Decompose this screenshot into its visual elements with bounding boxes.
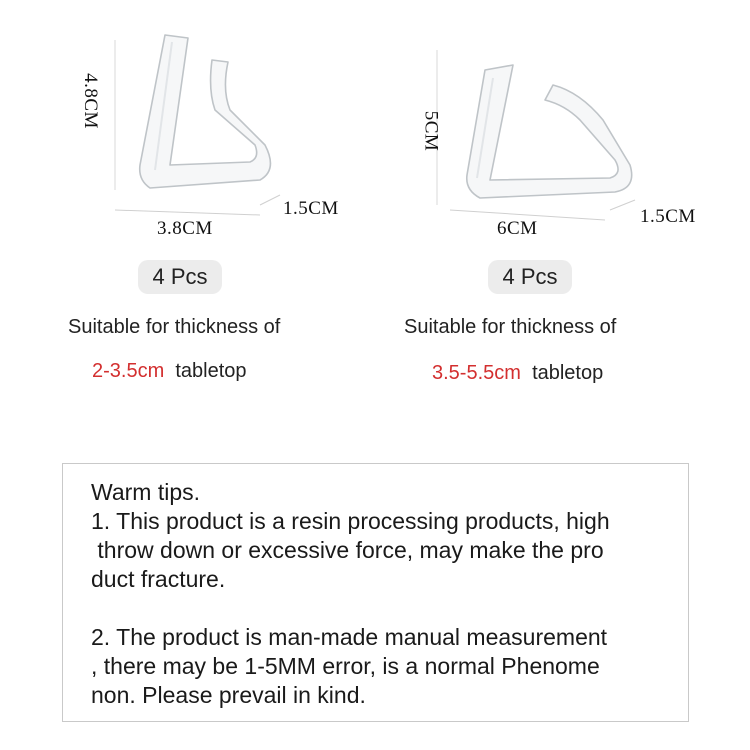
width-label-1: 3.8CM	[157, 218, 213, 239]
depth-label-1: 1.5CM	[283, 198, 339, 219]
tip-1-line-1: 1. This product is a resin processing products, high	[91, 508, 610, 534]
depth-label-2: 1.5CM	[640, 206, 696, 227]
suitable-text-1: Suitable for thickness of	[68, 316, 281, 338]
warm-tips-box	[62, 463, 689, 722]
range-line-1	[92, 360, 247, 383]
range-value-1: 2-3.5cm	[92, 360, 165, 382]
range-line-2	[432, 362, 603, 385]
width-label-2: 6CM	[497, 218, 538, 239]
height-label-1: 4.8CM	[79, 73, 101, 129]
tip-2-line-1: 2. The product is man-made manual measurement	[91, 624, 608, 650]
range-value-2: 3.5-5.5cm	[432, 362, 521, 384]
tip-2-line-2: , there may be 1-5MM error, is a normal Phenome	[91, 653, 600, 679]
tip-2-line-3: non. Please prevail in kind.	[91, 682, 366, 708]
height-label-2: 5CM	[420, 110, 442, 152]
clip-small-image	[110, 30, 310, 230]
tip-1-line-3: duct fracture.	[91, 566, 226, 592]
qty-badge-1: 4 Pcs	[138, 260, 222, 294]
tabletop-text-1: tabletop	[175, 360, 247, 382]
tip-1-line-2: throw down or excessive force, may make the pro	[91, 537, 604, 563]
tips-spacer	[91, 594, 688, 623]
suitable-text-2: Suitable for thickness of	[404, 316, 617, 338]
clip-large-image	[425, 40, 655, 230]
tips-title: Warm tips.	[91, 479, 201, 505]
qty-badge-2: 4 Pcs	[488, 260, 572, 294]
tabletop-text-2: tabletop	[532, 362, 604, 384]
